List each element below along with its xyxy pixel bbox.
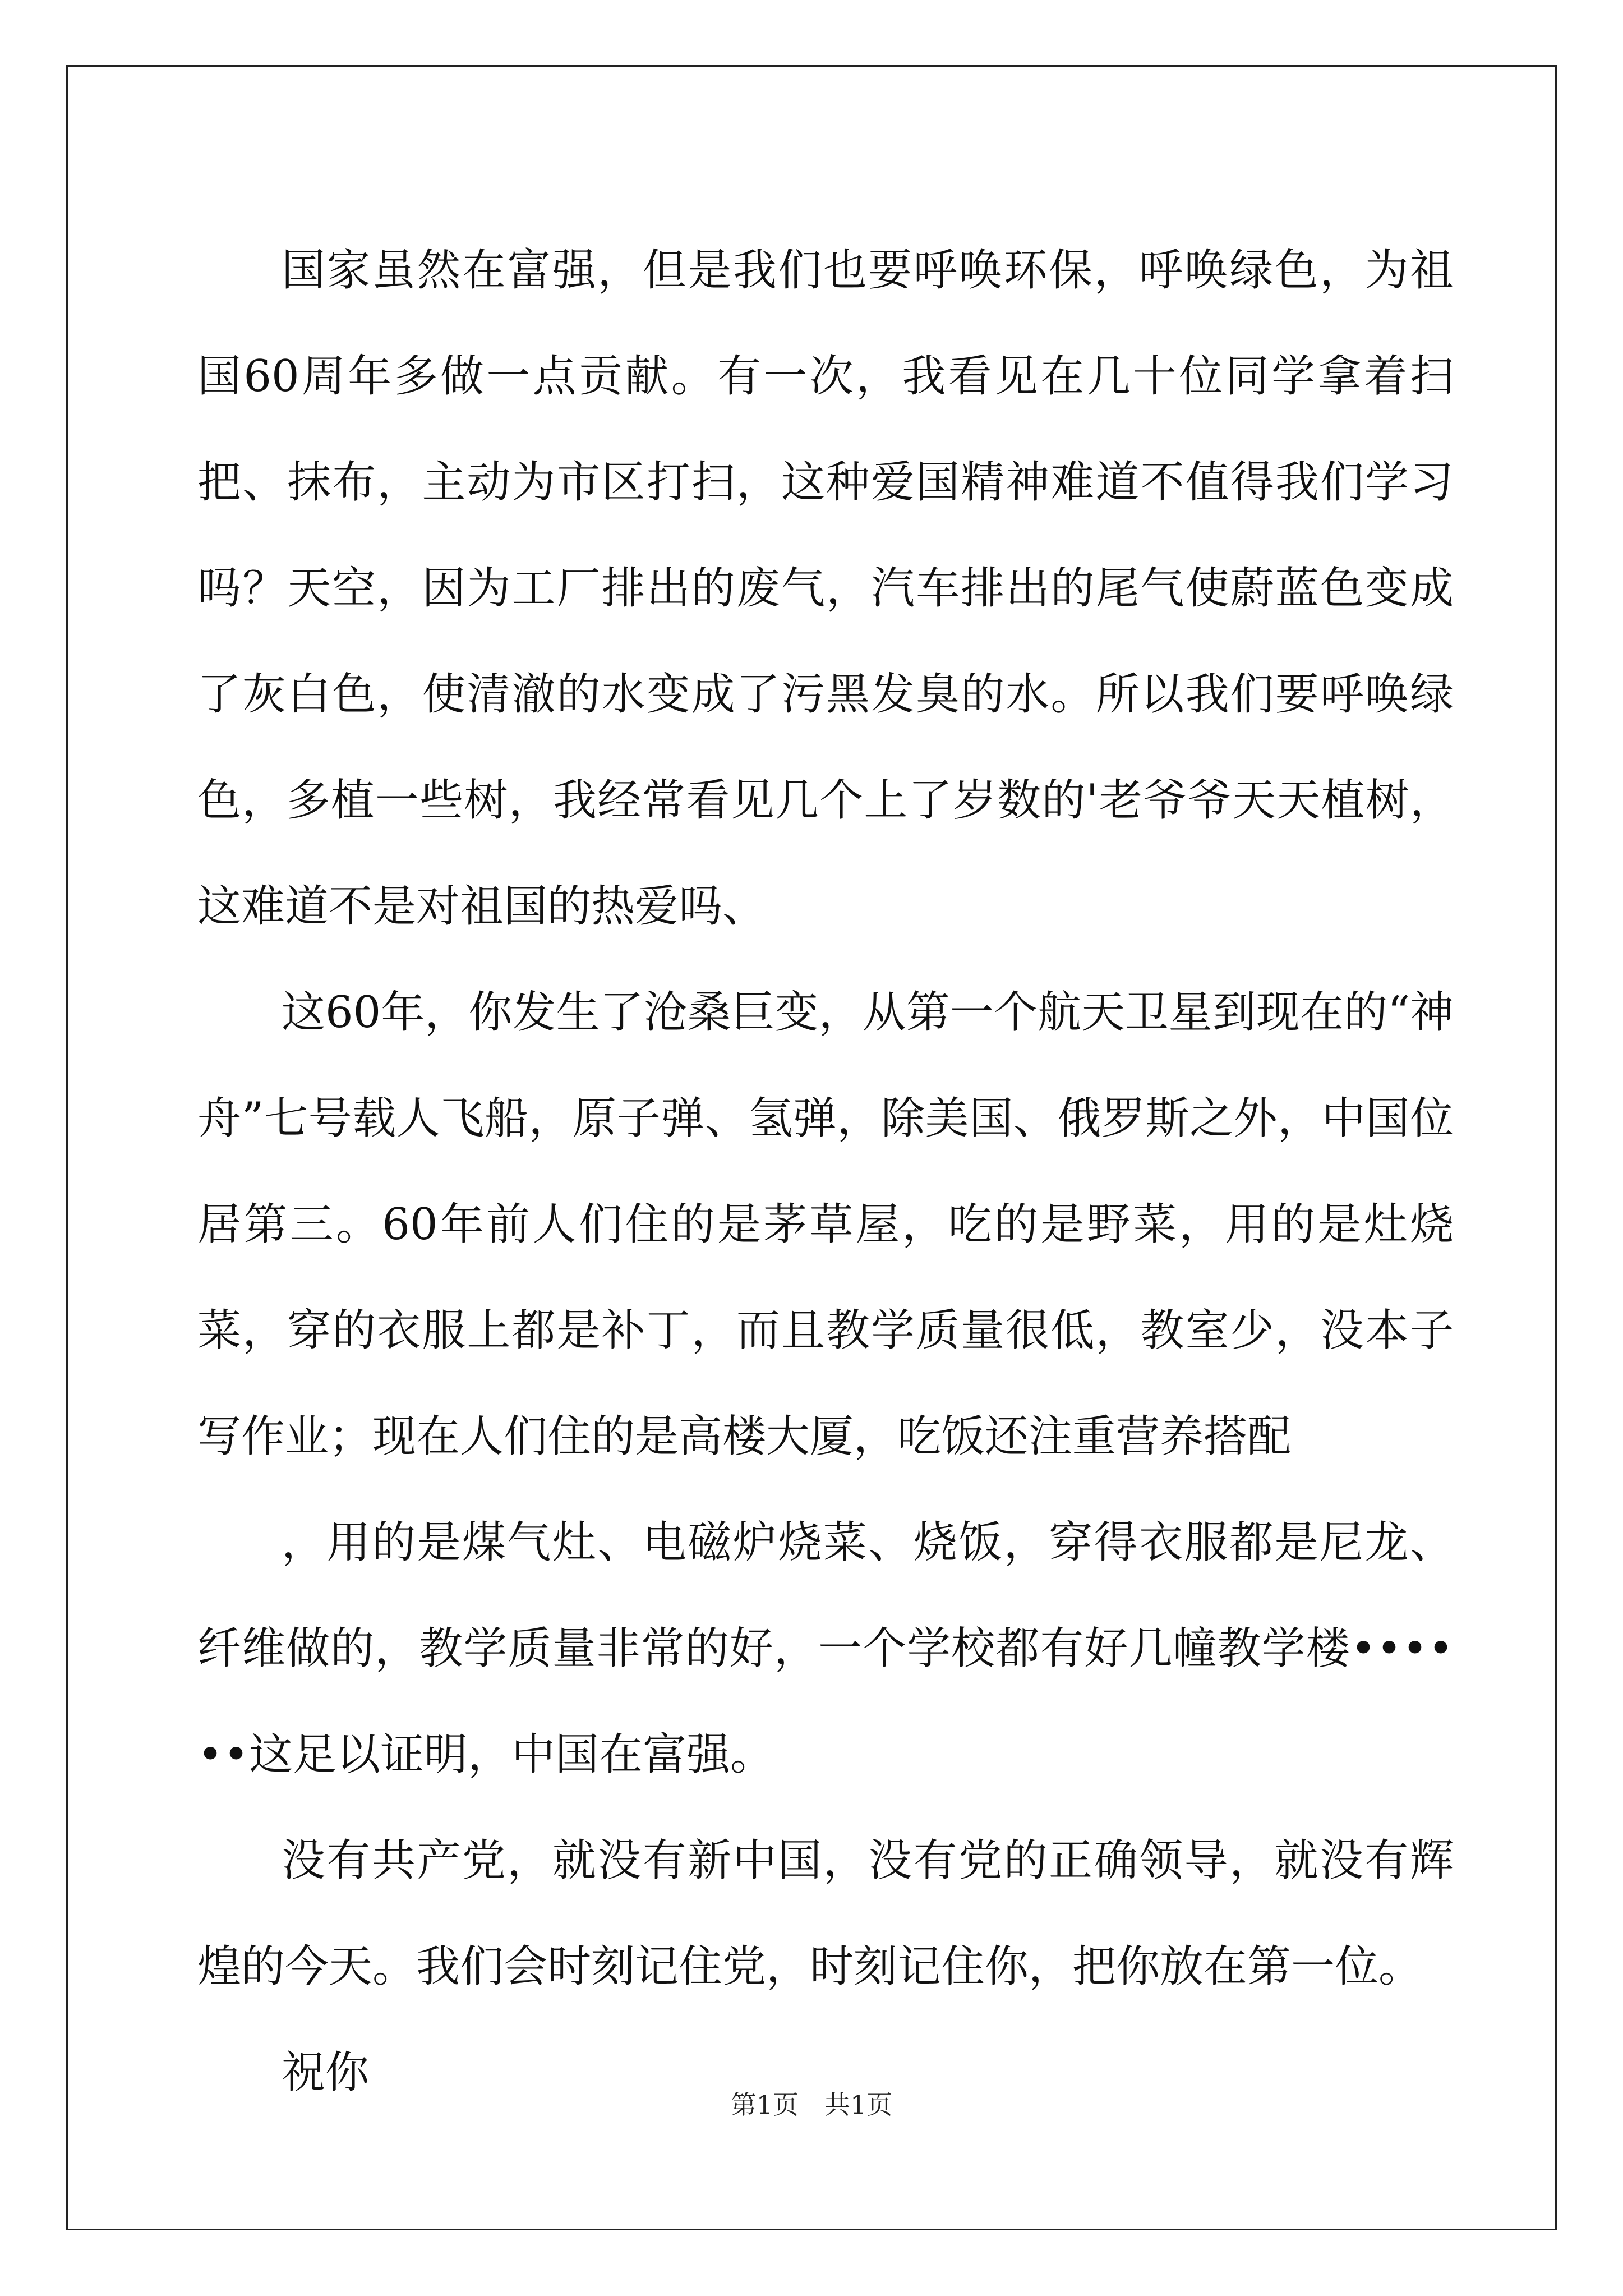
document-body [197,218,1454,2126]
paragraph: 没有共产党，就没有新中国，没有党的正确领导，就没有辉煌的今天。我们会时刻记住党，时刻记住你，把你放在第一位。 [197,1835,1454,1992]
paragraph: 这60年，你发生了沧桑巨变，从第一个航天卫星到现在的“神舟”七号载人飞船，原子弹、氢弹，除美国、俄罗斯之外，中国位居第三。60年前人们住的是茅草屋，吃的是野菜，用的是灶烧菜，穿的衣服上都是补丁，而且教学质量很低，教室少，没本子写作业；现在人们住的是高楼大厦，吃饭还注重营养搭配 [197,987,1454,1462]
paragraph: 国家虽然在富强，但是我们也要呼唤环保，呼唤绿色，为祖国60周年多做一点贡献。有一次，我看见在几十位同学拿着扫把、抹布，主动为市区打扫，这种爱国精神难道不值得我们学习吗？天空，因为工厂排出的废气，汽车排出的尾气使蔚蓝色变成了灰白色，使清澈的水变成了污黑发臭的水。所以我们要呼唤绿色，多植一些树，我经常看见几个上了岁数的'老爷爷天天植树，这难道不是对祖国的热爱吗、 [197,245,1454,932]
paragraph: 祝你 [282,2047,370,2098]
page-number: 第1页 共1页 [730,2090,893,2120]
paragraph: ，用的是煤气灶、电磁炉烧菜、烧饭，穿得衣服都是尼龙、纤维做的，教学质量非常的好，一个学校都有好几幢教学楼••••••这足以证明，中国在富强。 [197,1517,1454,1780]
